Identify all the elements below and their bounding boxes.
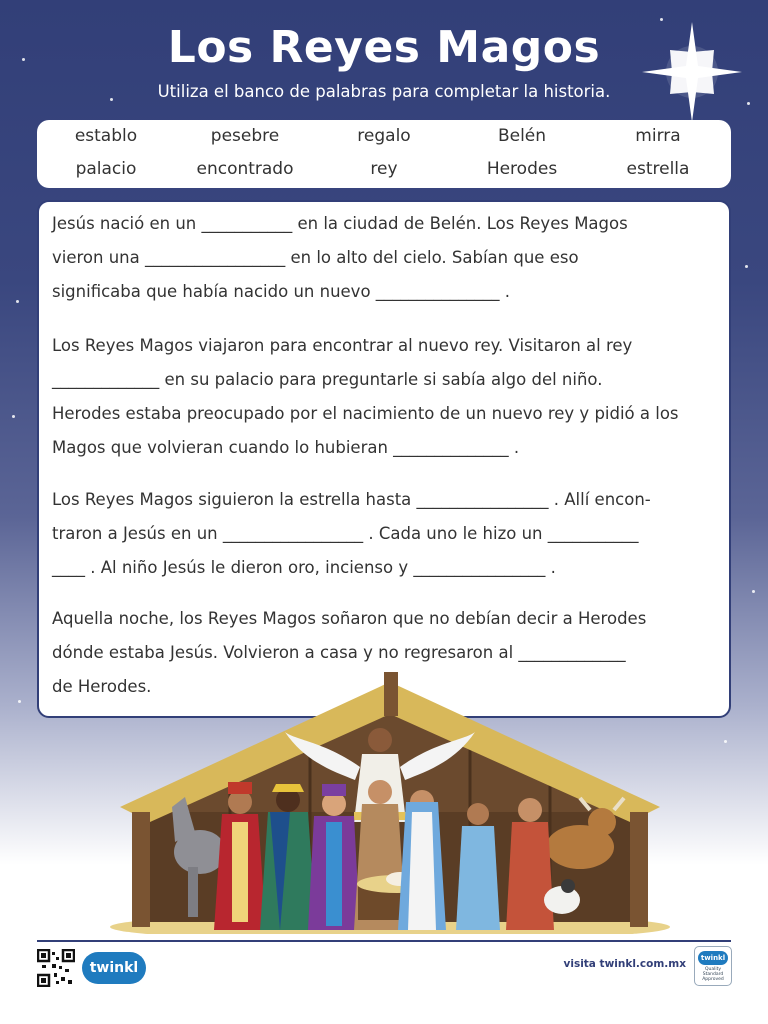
word-bank-item: pesebre — [210, 126, 280, 146]
story-line: de Herodes. — [52, 677, 152, 696]
star-dot-icon — [16, 300, 19, 303]
badge-text: Quality Standard Approved — [702, 967, 724, 982]
star-dot-icon — [724, 740, 727, 743]
star-dot-icon — [660, 18, 663, 21]
nativity-scene-illustration — [110, 672, 670, 934]
north-star-icon — [642, 22, 742, 122]
story-line: Los Reyes Magos siguieron la estrella hasta ________________ . Allí encon- — [52, 490, 651, 509]
quality-badge-icon — [694, 946, 732, 986]
star-dot-icon — [747, 102, 750, 105]
page-subtitle: Utiliza el banco de palabras para completar la historia. — [157, 82, 611, 101]
story-line: Magos que volvieran cuando lo hubieran ______________ . — [52, 438, 520, 457]
story-line: Aquella noche, los Reyes Magos soñaron que no debían decir a Herodes — [52, 609, 647, 628]
story-line: Los Reyes Magos viajaron para encontrar al nuevo rey. Visitaron al rey — [52, 336, 633, 355]
story-paragraph-3 — [52, 483, 722, 585]
footer-divider — [37, 940, 731, 942]
story-line: significaba que había nacido un nuevo _______________ . — [52, 282, 511, 301]
star-dot-icon — [752, 590, 755, 593]
star-dot-icon — [18, 700, 21, 703]
story-paragraph-2 — [52, 329, 722, 465]
word-bank — [37, 120, 731, 188]
story-line: _____________ en su palacio para preguntarle si sabía algo del niño. — [52, 370, 603, 389]
story-paragraph-1 — [52, 207, 722, 309]
star-dot-icon — [12, 415, 15, 418]
story-line: ____ . Al niño Jesús le dieron oro, incienso y ________________ . — [52, 558, 556, 577]
word-bank-item: Herodes — [486, 159, 558, 179]
word-bank-item: palacio — [75, 159, 137, 179]
word-bank-item: estrella — [626, 159, 690, 179]
word-bank-item: regalo — [357, 126, 411, 146]
star-dot-icon — [745, 265, 748, 268]
page-title: Los Reyes Magos — [167, 22, 601, 73]
qr-code-icon[interactable] — [37, 949, 75, 987]
word-bank-item: mirra — [635, 126, 681, 146]
story-panel — [37, 200, 731, 718]
word-bank-item: Belén — [497, 126, 547, 146]
visit-link[interactable]: visita twinkl.com.mx — [563, 958, 686, 970]
story-line: Herodes estaba preocupado por el nacimiento de un nuevo rey y pidió a los — [52, 404, 679, 423]
word-bank-item: rey — [370, 159, 398, 179]
story-line: vieron una _________________ en lo alto del cielo. Sabían que eso — [52, 248, 579, 267]
twinkl-logo[interactable]: twinkl — [82, 952, 146, 984]
word-bank-item: establo — [74, 126, 138, 146]
badge-brand: twinkl — [698, 951, 728, 965]
story-line: Jesús nació en un ___________ en la ciudad de Belén. Los Reyes Magos — [52, 214, 628, 233]
story-line: traron a Jesús en un _________________ . Cada uno le hizo un ___________ — [52, 524, 639, 543]
story-line: dónde estaba Jesús. Volvieron a casa y no regresaron al _____________ — [52, 643, 626, 662]
word-bank-item: encontrado — [196, 159, 294, 179]
